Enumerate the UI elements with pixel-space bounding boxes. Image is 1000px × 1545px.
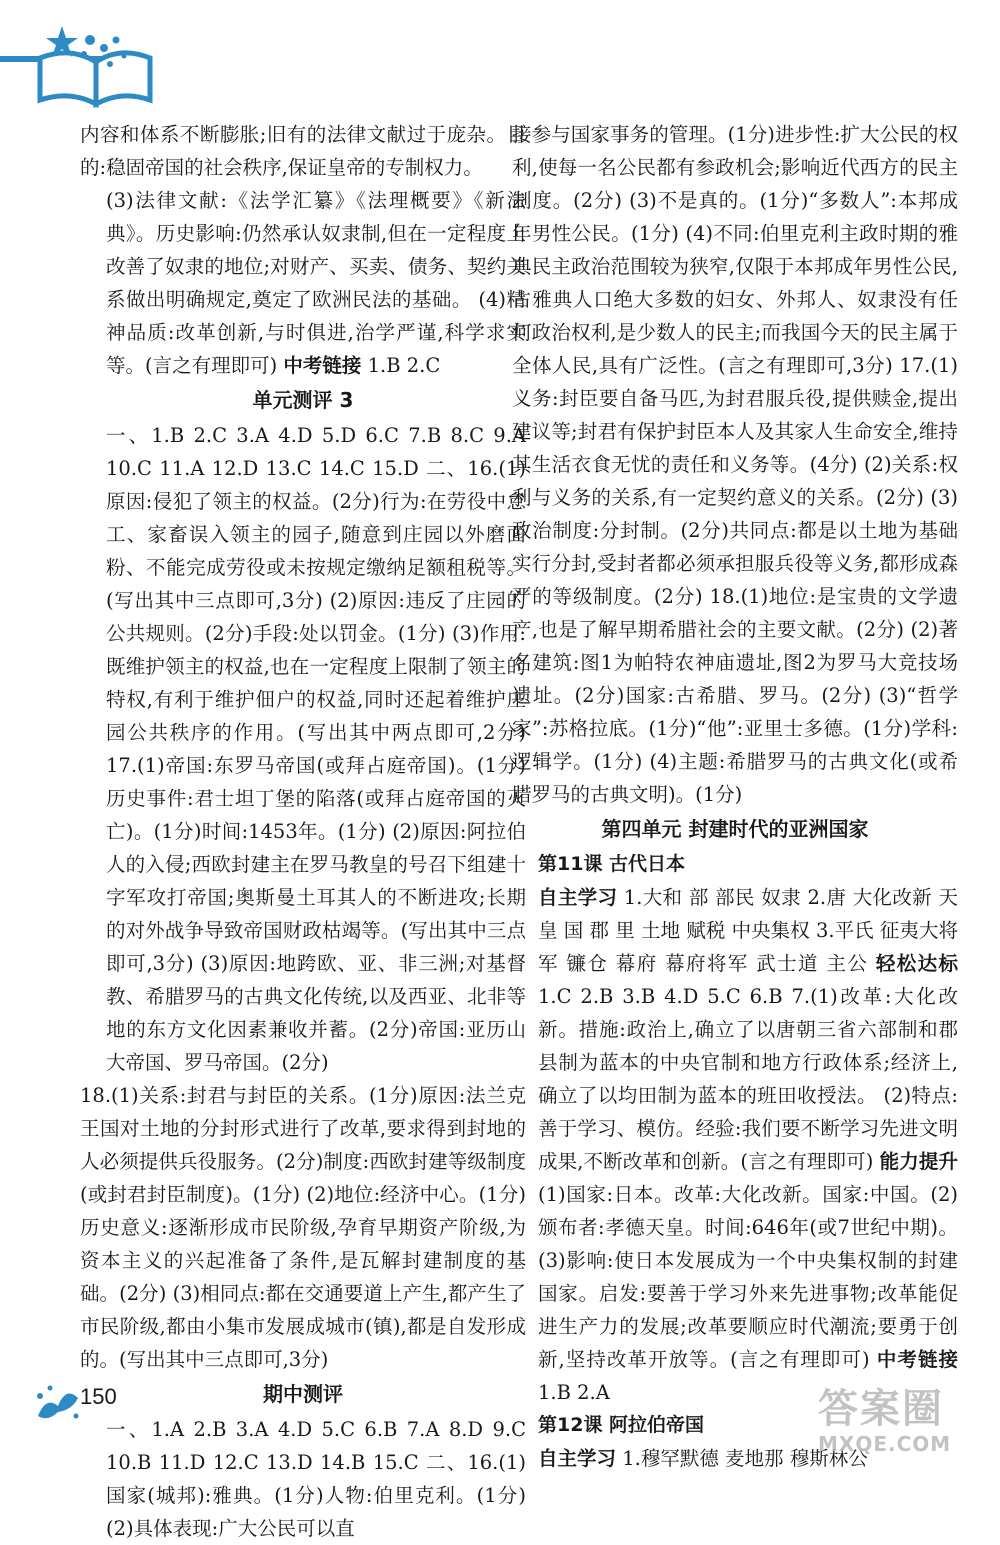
book-stars-icon (0, 18, 160, 108)
section-label: 中考链接 (876, 1348, 958, 1371)
watermark-sub: MXQE.COM (818, 1432, 952, 1456)
paragraph: 内容和体系不断膨胀;旧有的法律文献过于庞杂。目的:稳固帝国的社会秩序,保证皇帝的专制权力。 (80, 123, 526, 179)
section-label: 自主学习 (538, 886, 618, 909)
paragraph: 一、1.B 2.C 3.A 4.D 5.D 6.C 7.B 8.C 9.A 10.C 11.A 12.D 13.C 14.C 15.D 二、16.(1)原因:侵犯了领主的权益。(2分)行为:在劳役中怠工、家畜误入领主的园子,随意到庄园以外磨面粉、不能完成劳役或未按规定缴纳足额租税等。(写出其中三点即可,3分) (2)原因:违反了庄园的公共规则。(2分)手段:处以罚金。(1分) (3)作用:既维护领主的权益,也在一定程度上限制了领主的特权,有利于维护佃户的权益,同时还起着维护庄园公共秩序的作用。(写出其中两点即可,2分) 17.(1)帝国:东罗马帝国(或拜占庭帝国)。(1分)历史事件:君士坦丁堡的陷落(或拜占庭帝国的灭亡)。(1分)时间:1453年。(1分) (2)原因:阿拉伯人的入侵;西欧封建主在罗马教皇的号召下组建十字军攻打帝国;奥斯曼土耳其人的不断进攻;长期的对外战争导致帝国财政枯竭等。(写出其中三点即可,3分) (3)原因:地跨欧、亚、非三洲;对基督教、希腊罗马的古典文化传统,以及西亚、北非等地的东方文化因素兼收并蓄。(2分)帝国:亚历山大帝国、罗马帝国。(2分) (106, 424, 526, 1074)
section-label: 能力提升 (879, 1150, 958, 1173)
section-heading: 期中测评 (263, 1382, 343, 1406)
paragraph: 接参与国家事务的管理。(1分)进步性:扩大公民的权利,使每一名公民都有参政机会;影响近代西方的民主制度。(2分) (3)不是真的。(1分)“多数人”:本邦成年男性公民。(1分) (4)不同:伯里克利主政时期的雅典民主政治范围较为狭窄,仅限于本邦成年男性公民,占雅典人口绝大多数的妇女、外邦人、奴隶没有任何政治权利,是少数人的民主;而我国今天的民主属于全体人民,具有广泛性。(言之有理即可,3分) 17.(1)义务:封臣要自备马匹,为封君服兵役,提供赎金,提出建议等;封君有保护封臣本人及其家人生命安全,维持其生活衣食无忧的责任和义务等。(4分) (2)关系:权利与义务的关系,有一定契约意义的关系。(2分) (3)政治制度:分封制。(2分)共同点:都是以土地为基础实行分封,受封者都必须承担服兵役等义务,都形成森严的等级制度。(2分) 18.(1)地位:是宝贵的文学遗产,也是了解早期希腊社会的主要文献。(2分) (2)著名建筑:图1为帕特农神庙遗址,图2为罗马大竞技场遗址。(2分)国家:古希腊、罗马。(2分) (3)“哲学家”:苏格拉底。(1分)“他”:亚里士多德。(1分)学科:逻辑学。(1分) (4)主题:希腊罗马的古典文化(或希腊罗马的古典文明)。(1分) (512, 123, 958, 806)
paragraph: (3)法律文献:《法学汇纂》《法理概要》《新法典》。历史影响:仍然承认奴隶制,但在一定程度上改善了奴隶的地位;对财产、买卖、债务、契约关系做出明确规定,奠定了欧洲民法的基础。 (4)精神品质:改革创新,与时俱进,治学严谨,科学求实等。(言之有理即可) 中考链接 1.B 2.C (106, 189, 526, 377)
splash-icon (28, 1376, 88, 1424)
lesson-heading: 第11课 古代日本 (538, 853, 686, 875)
watermark-main: 答案圈 (818, 1386, 944, 1432)
left-column (80, 118, 526, 1545)
paragraph: 自主学习 1.穆罕默德 麦地那 穆斯林公 (538, 1447, 868, 1470)
paragraph: 18.(1)关系:封君与封臣的关系。(1分)原因:法兰克王国对土地的分封形式进行了改革,要求得到封地的人必须提供兵役服务。(2分)制度:西欧封建等级制度(或封君封臣制度)。(1分) (2)地位:经济中心。(1分)历史意义:逐渐形成市民阶级,孕育早期资产阶级,为资本主义的兴起准备了条件,是瓦解封建制度的基础。(2分) (3)相同点:都在交通要道上产生,都产生了市民阶级,都由小集市发展成城市(镇),都是自发形成的。(写出其中三点即可,3分) (80, 1084, 526, 1371)
section-heading: 单元测评 3 (252, 388, 354, 412)
paragraph: 一、1.A 2.B 3.A 4.D 5.C 6.B 7.A 8.D 9.C 10.B 11.D 12.C 13.D 14.B 15.C 二、16.(1)国家(城邦):雅典。(1分)人物:伯里克利。(1分) (2)具体表现:广大公民可以直 (106, 1418, 526, 1540)
paragraph: 自主学习 1.大和 部 部民 奴隶 2.唐 大化改新 天皇 国 郡 里 土地 赋税 中央集权 3.平氏 征夷大将军 镰仓 幕府 幕府将军 武士道 主公 轻松达标 1.C 2.B 3.B 4.D 5.C 6.B 7.(1)改革:大化改新。措施:政治上,确立了以唐朝三省六部制和郡县制为蓝本的中央官制和地方行政体系;经济上,确立了以均田制为蓝本的班田收授法。 (2)特点:善于学习、模仿。经验:我们要不断学习先进文明成果,不断改革和创新。(言之有理即可) 能力提升 (1)国家:日本。改革:大化改新。国家:中国。(2)颁布者:孝德天皇。时间:646年(或7世纪中期)。 (3)影响:使日本发展成为一个中央集权制的封建国家。启发:要善于学习外来先进事物;改革能促进生产力的发展;改革要顺应时代潮流;要勇于创新,坚持改革开放等。(言之有理即可) 中考链接 1.B 2.A (538, 886, 958, 1404)
page-number: 150 (80, 1384, 117, 1409)
section-label: 自主学习 (538, 1447, 617, 1470)
lesson-heading: 第12课 阿拉伯帝国 (538, 1414, 705, 1436)
section-label: 中考链接 (283, 354, 362, 377)
unit-heading: 第四单元 封建时代的亚洲国家 (601, 817, 869, 841)
section-label: 轻松达标 (875, 952, 958, 975)
right-column (512, 118, 958, 1475)
watermark (818, 1386, 988, 1462)
